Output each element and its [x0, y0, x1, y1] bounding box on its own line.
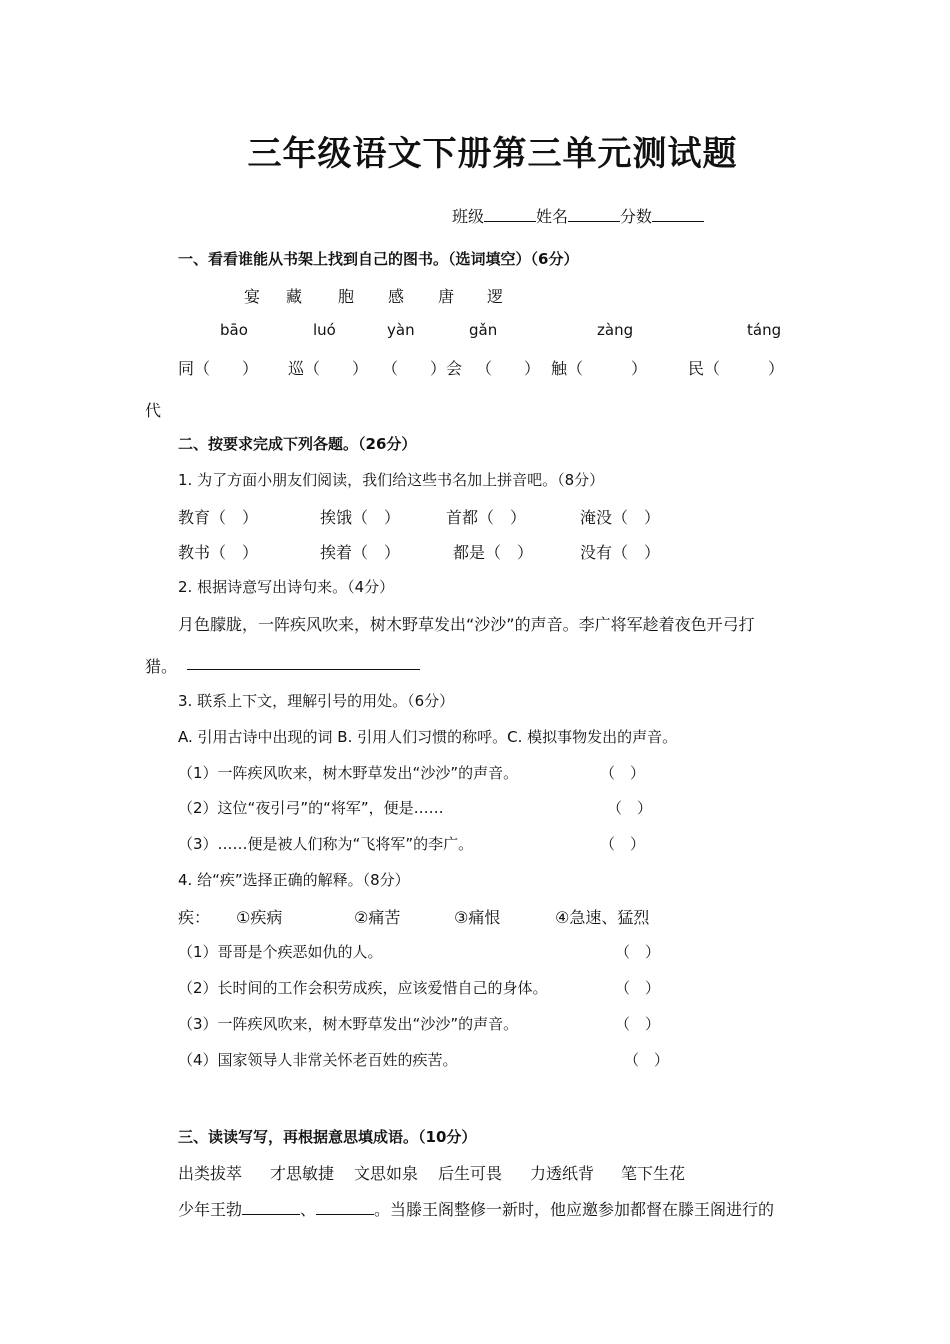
- poem-description: 月色朦胧，一阵疾风吹来，树木野草发出“沙沙”的声音。李广将军趁着夜色开弓打: [178, 615, 755, 634]
- idiom-6: 笔下生花: [621, 1164, 686, 1183]
- score-blank[interactable]: [652, 206, 704, 222]
- question-1: 1. 为了方面小朋友们阅读，我们给这些书名加上拼音吧。（8分）: [178, 471, 605, 489]
- answer-paren[interactable]: （ ）: [615, 943, 661, 961]
- fill-item-5[interactable]: 触（ ）: [551, 359, 648, 378]
- pinyin-item[interactable]: 教育（ ）: [178, 508, 259, 527]
- meaning-option-4: ④急速、猛烈: [555, 908, 650, 927]
- pinyin-item[interactable]: 首都（ ）: [446, 508, 527, 527]
- answer-paren[interactable]: （ ）: [615, 979, 661, 997]
- name-label: 姓名: [536, 207, 569, 226]
- question-4: 4. 给“疾”选择正确的解释。（8分）: [178, 871, 410, 889]
- idiom-fill-start: 少年王勃: [178, 1200, 243, 1219]
- idiom-5: 力透纸背: [530, 1164, 595, 1183]
- word-bank-5: 唐: [438, 287, 455, 306]
- answer-paren[interactable]: （ ）: [624, 1051, 670, 1069]
- meaning-item-3: （3）一阵疾风吹来，树木野草发出“沙沙”的声音。: [178, 1015, 519, 1033]
- pinyin-5: zàng: [597, 321, 634, 339]
- meaning-item-2: （2）长时间的工作会积劳成疾，应该爱惜自己的身体。: [178, 979, 548, 997]
- meaning-label: 疾：: [178, 908, 211, 927]
- page-title: 三年级语文下册第三单元测试题: [247, 134, 738, 174]
- class-label: 班级: [452, 207, 485, 226]
- fill-item-4[interactable]: （ ）: [476, 359, 541, 378]
- idiom-4: 后生可畏: [438, 1164, 503, 1183]
- idiom-fill-sep: 、: [300, 1200, 317, 1219]
- fill-item-tail: 代: [145, 401, 162, 420]
- meaning-item-1: （1）哥哥是个疾恶如仇的人。: [178, 943, 383, 961]
- idiom-fill-line: [178, 1197, 774, 1220]
- fill-item-3[interactable]: （ ）会: [382, 359, 463, 378]
- question-3: 3. 联系上下文，理解引号的用处。（6分）: [178, 692, 455, 710]
- pinyin-item[interactable]: 没有（ ）: [580, 543, 661, 562]
- class-blank[interactable]: [484, 206, 536, 222]
- idiom-fill-rest: 。当滕王阁整修一新时，他应邀参加都督在滕王阁进行的: [374, 1200, 775, 1219]
- answer-paren[interactable]: （ ）: [600, 764, 646, 782]
- question-2: 2. 根据诗意写出诗句来。（4分）: [178, 578, 395, 596]
- score-label: 分数: [620, 207, 653, 226]
- pinyin-item[interactable]: 挨饿（ ）: [320, 508, 401, 527]
- quote-item-2: （2）这位“夜引弓”的“将军”，便是……: [178, 799, 444, 817]
- pinyin-item[interactable]: 挨着（ ）: [320, 543, 401, 562]
- word-bank-3: 胞: [338, 287, 355, 306]
- quote-item-3: （3）……便是被人们称为“飞将军”的李广。: [178, 835, 474, 853]
- word-bank-1: 宴: [244, 287, 261, 306]
- answer-paren[interactable]: （ ）: [600, 835, 646, 853]
- meaning-option-3: ③痛恨: [454, 908, 501, 927]
- section-3-heading: 三、读读写写，再根据意思填成语。（10分）: [178, 1128, 477, 1146]
- fill-item-1[interactable]: 同（ ）: [178, 359, 259, 378]
- word-bank-4: 感: [388, 287, 405, 306]
- meaning-option-1: ①疾病: [236, 908, 283, 927]
- section-1-heading: 一、看看谁能从书架上找到自己的图书。（选词填空）（6分）: [178, 250, 579, 268]
- fill-item-2[interactable]: 巡（ ）: [288, 359, 369, 378]
- idiom-1: 出类拔萃: [178, 1164, 243, 1183]
- answer-paren[interactable]: （ ）: [607, 799, 653, 817]
- poem-answer-line[interactable]: [187, 656, 420, 670]
- pinyin-4: gǎn: [469, 321, 498, 339]
- idiom-blank-2[interactable]: [316, 1199, 374, 1215]
- answer-paren[interactable]: （ ）: [615, 1015, 661, 1033]
- meaning-item-4: （4）国家领导人非常关怀老百姓的疾苦。: [178, 1051, 458, 1069]
- idiom-2: 才思敏捷: [270, 1164, 335, 1183]
- poem-description-end: 猎。: [145, 657, 178, 676]
- pinyin-item[interactable]: 都是（ ）: [453, 543, 534, 562]
- pinyin-2: luó: [313, 321, 336, 339]
- pinyin-1: bāo: [220, 321, 248, 339]
- student-info: [452, 204, 704, 227]
- pinyin-item[interactable]: 教书（ ）: [178, 543, 259, 562]
- word-bank-2: 藏: [286, 287, 303, 306]
- fill-item-6[interactable]: 民（ ）: [688, 359, 785, 378]
- idiom-blank-1[interactable]: [242, 1199, 300, 1215]
- word-bank-6: 逻: [487, 287, 504, 306]
- meaning-option-2: ②痛苦: [354, 908, 401, 927]
- pinyin-6: táng: [747, 321, 782, 339]
- idiom-3: 文思如泉: [354, 1164, 419, 1183]
- name-blank[interactable]: [568, 206, 620, 222]
- section-2-heading: 二、按要求完成下列各题。（26分）: [178, 435, 417, 453]
- pinyin-item[interactable]: 淹没（ ）: [580, 508, 661, 527]
- quote-item-1: （1）一阵疾风吹来，树木野草发出“沙沙”的声音。: [178, 764, 519, 782]
- pinyin-3: yàn: [387, 321, 415, 339]
- quote-options: A. 引用古诗中出现的词 B. 引用人们习惯的称呼。C. 模拟事物发出的声音。: [178, 728, 678, 746]
